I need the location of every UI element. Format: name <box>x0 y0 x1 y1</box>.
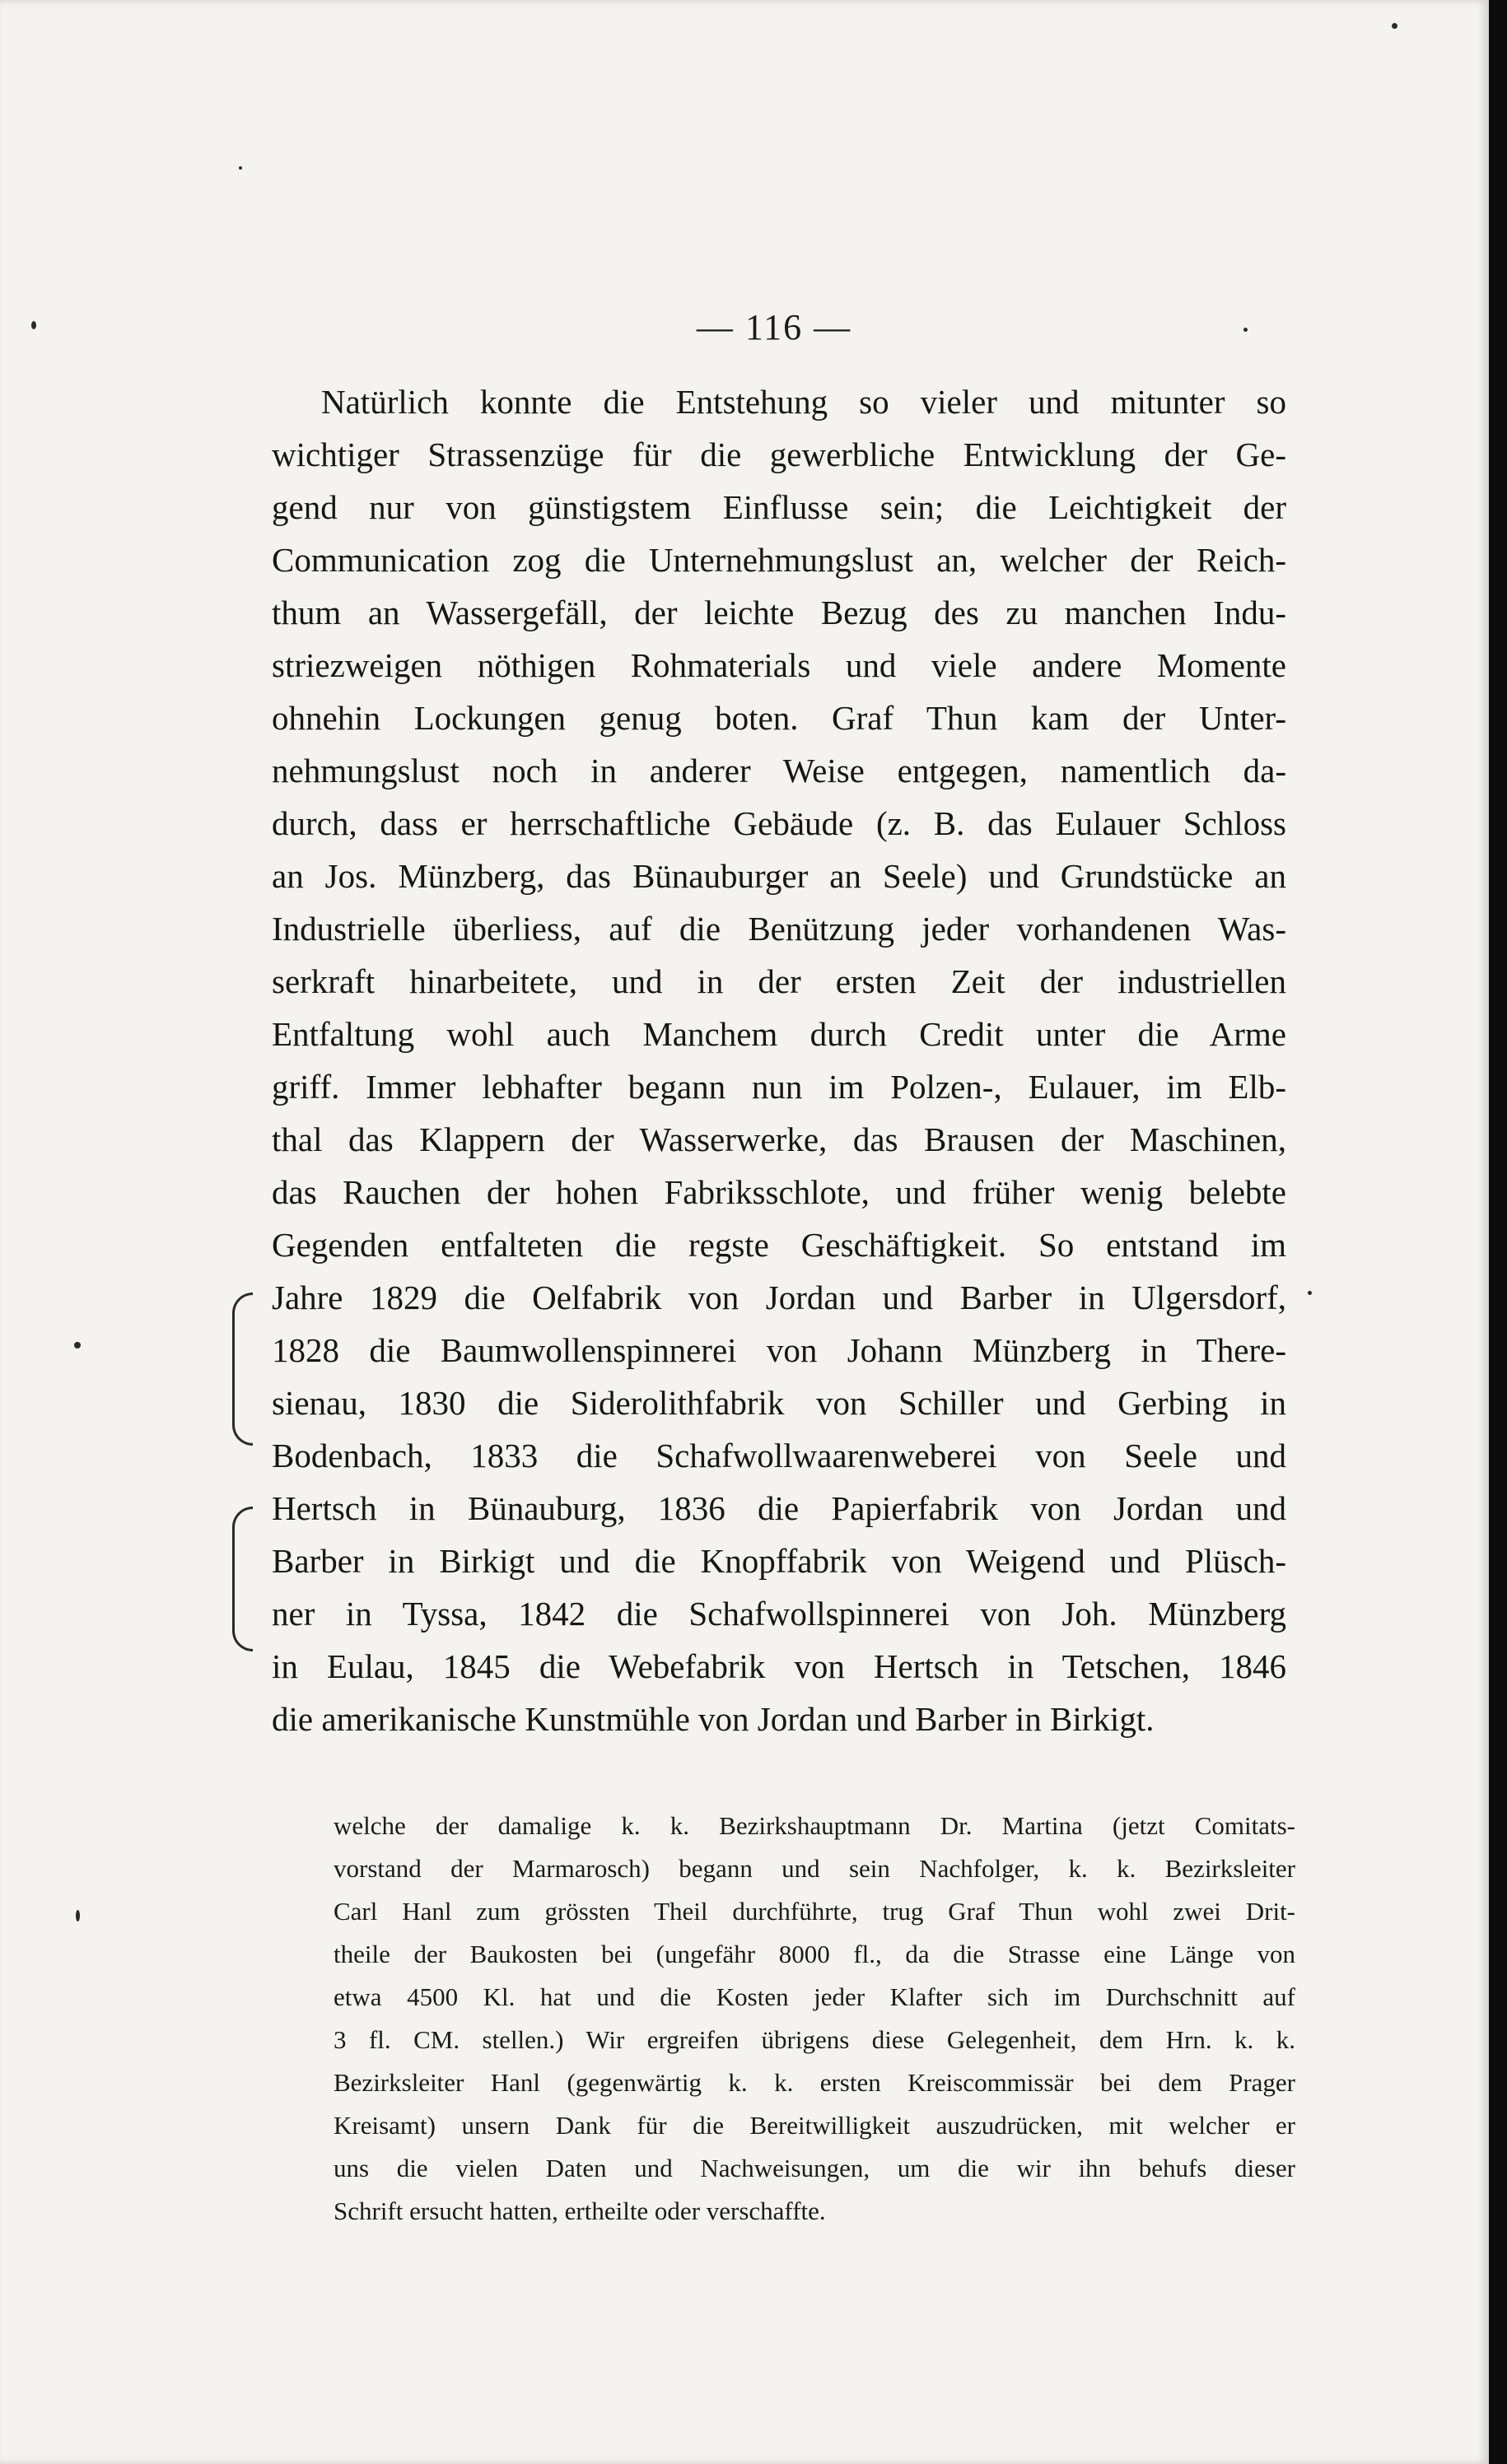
scan-speck <box>74 1342 81 1348</box>
footnote-line: theile der Baukosten bei (ungefähr 8000 fl., da die Strasse eine Länge von <box>334 1940 1295 1968</box>
main-text-line: Entfaltung wohl auch Manchem durch Credit unter die Arme <box>272 1015 1286 1053</box>
main-text-line: Natürlich konnte die Entstehung so vieler und mitunter so <box>321 383 1286 421</box>
main-text-line: thum an Wassergefäll, der leichte Bezug des zu manchen Indu- <box>272 594 1286 631</box>
main-text-line: Hertsch in Bünauburg, 1836 die Papierfabrik von Jordan und <box>272 1489 1286 1527</box>
footnote-line: 3 fl. CM. stellen.) Wir ergreifen übrigens diese Gelegenheit, dem Hrn. k. k. <box>334 2025 1295 2054</box>
footnote-line: Carl Hanl zum grössten Theil durchführte, trug Graf Thun wohl zwei Drit- <box>334 1897 1295 1926</box>
main-text-line: Industrielle überliess, auf die Benützung jeder vorhandenen Was- <box>272 910 1286 948</box>
main-text-line: sienau, 1830 die Siderolithfabrik von Schiller und Gerbing in <box>272 1384 1286 1422</box>
footnote-line: Kreisamt) unsern Dank für die Bereitwilligkeit auszudrücken, mit welcher er <box>334 2111 1295 2140</box>
main-text-line: Jahre 1829 die Oelfabrik von Jordan und Barber in Ulgersdorf, <box>272 1279 1286 1316</box>
main-text-line: Communication zog die Unternehmungslust an, welcher der Reich- <box>272 541 1286 579</box>
main-text-line: Bodenbach, 1833 die Schafwollwaarenweberei von Seele und <box>272 1437 1286 1474</box>
main-text-line: Barber in Birkigt und die Knopffabrik von Weigend und Plüsch- <box>272 1542 1286 1580</box>
footnote-line: welche der damalige k. k. Bezirkshauptmann Dr. Martina (jetzt Comitats- <box>334 1811 1295 1840</box>
main-text-line: gend nur von günstigstem Einflusse sein; die Leichtigkeit der <box>272 488 1286 526</box>
footnote-line: vorstand der Marmarosch) begann und sein Nachfolger, k. k. Bezirksleiter <box>334 1854 1295 1883</box>
main-text-line: in Eulau, 1845 die Webefabrik von Hertsch in Tetschen, 1846 <box>272 1647 1286 1685</box>
scan-speck <box>1308 1291 1312 1295</box>
main-text-line: 1828 die Baumwollenspinnerei von Johann Münzberg in There- <box>272 1331 1286 1369</box>
main-text-line: nehmungslust noch in anderer Weise entgegen, namentlich da- <box>272 752 1286 790</box>
margin-bracket-lower <box>232 1507 253 1651</box>
scan-speck <box>239 166 242 170</box>
main-text-line: ohnehin Lockungen genug boten. Graf Thun kam der Unter- <box>272 699 1286 737</box>
main-text-line: striezweigen nöthigen Rohmaterials und viele andere Momente <box>272 646 1286 684</box>
scan-speck <box>76 1910 80 1921</box>
footnote-line: Bezirksleiter Hanl (gegenwärtig k. k. ersten Kreiscommissär bei dem Prager <box>334 2068 1295 2097</box>
main-text-line: wichtiger Strassenzüge für die gewerbliche Entwicklung der Ge- <box>272 436 1286 473</box>
main-text-line: thal das Klappern der Wasserwerke, das Brausen der Maschinen, <box>272 1120 1286 1158</box>
main-text-line: durch, dass er herrschaftliche Gebäude (z. B. das Eulauer Schloss <box>272 804 1286 842</box>
main-text-line: an Jos. Münzberg, das Bünauburger an Seele) und Grundstücke an <box>272 857 1286 895</box>
main-text-line: serkraft hinarbeitete, und in der ersten Zeit der industriellen <box>272 962 1286 1000</box>
margin-bracket-upper <box>232 1293 253 1446</box>
main-text-line: die amerikanische Kunstmühle von Jordan und Barber in Birkigt. <box>272 1700 1155 1738</box>
footnote-line: Schrift ersucht hatten, ertheilte oder verschaffte. <box>334 2196 826 2225</box>
main-text-line: Gegenden entfalteten die regste Geschäftigkeit. So entstand im <box>272 1226 1286 1264</box>
main-text-line: ner in Tyssa, 1842 die Schafwollspinnerei von Joh. Münzberg <box>272 1595 1286 1633</box>
main-text-line: das Rauchen der hohen Fabriksschlote, und früher wenig belebte <box>272 1173 1286 1211</box>
main-text-line: griff. Immer lebhafter begann nun im Polzen-, Eulauer, im Elb- <box>272 1068 1286 1106</box>
page-number: — 116 — <box>696 307 852 347</box>
footnote-line: etwa 4500 Kl. hat und die Kosten jeder Klafter sich im Durchschnitt auf <box>334 1982 1295 2011</box>
scan-speck <box>1392 23 1397 29</box>
footnote-line: uns die vielen Daten und Nachweisungen, um die wir ihn behufs dieser <box>334 2154 1295 2182</box>
